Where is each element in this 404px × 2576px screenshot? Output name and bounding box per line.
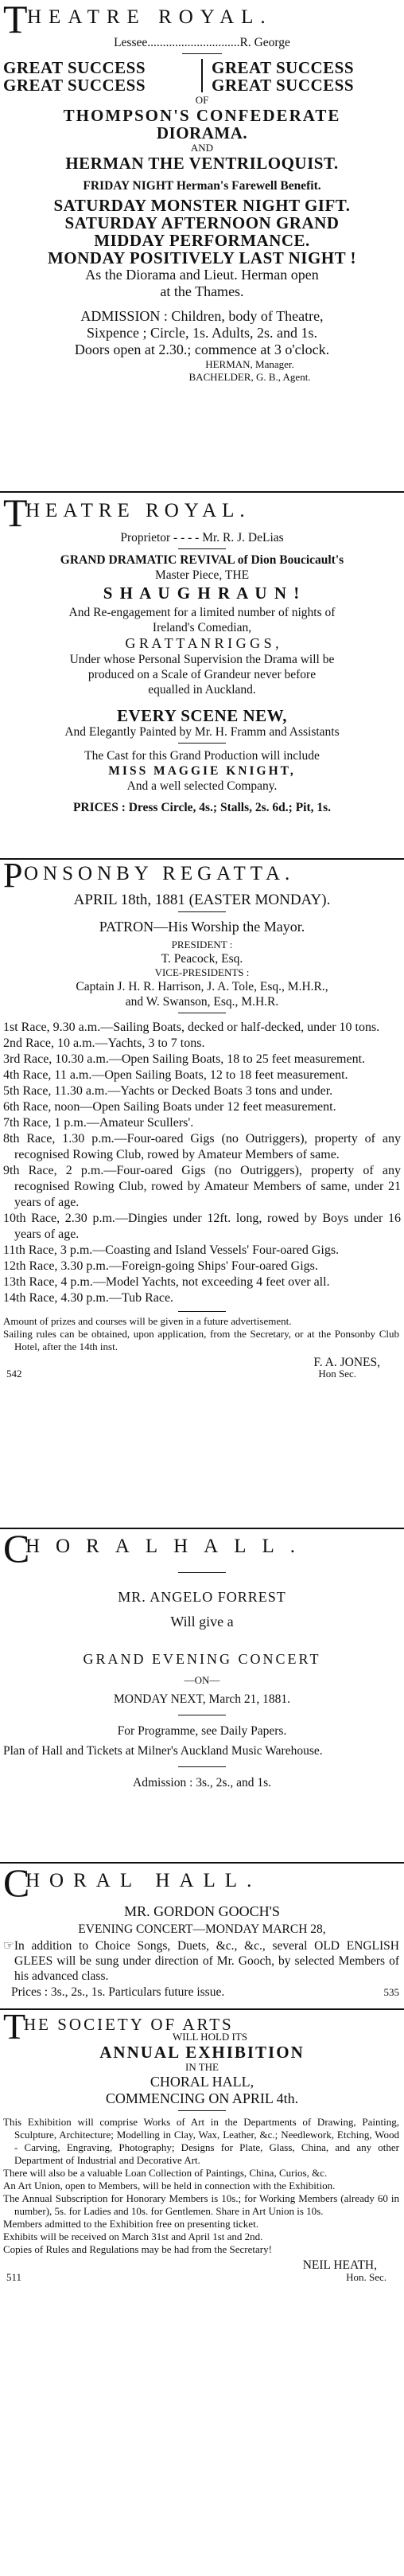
under-2: produced on a Scale of Grandeur never before: [87, 668, 317, 681]
lessee-line: Lessee..............................R. George: [114, 36, 290, 49]
divider: [178, 1572, 226, 1573]
divider: [178, 1311, 226, 1312]
cast-2: MISS MAGGIE KNIGHT,: [108, 764, 296, 778]
saturday-line-2: SATURDAY AFTERNOON GRAND: [64, 213, 340, 232]
saturday-line-1: SATURDAY MONSTER NIGHT GIFT.: [53, 196, 351, 215]
friday-line: FRIDAY NIGHT Herman's Farewell Benefit.: [83, 179, 321, 193]
plan-line: Plan of Hall and Tickets at Milner's Auckland Music Warehouse.: [3, 1744, 323, 1758]
race-item: 11th Race, 3 p.m.—Coasting and Island Vessels' Four-oared Gigs.: [3, 1243, 340, 1257]
in-the: IN THE: [185, 2061, 219, 2073]
signature-block: [0, 2256, 404, 2283]
ad-title: HORALHALL.: [25, 1536, 312, 1557]
success-block: [0, 57, 404, 94]
addition-note: ☞In addition to Choice Songs, Duets, &c., &c., several OLD ENGLISH GLEES will be sung under direction of Mr. Gooch, by selected Members of his advanced class.: [3, 1939, 399, 1983]
drop-cap: T: [3, 2006, 26, 2047]
signature-block: [0, 1353, 404, 1379]
amount-note: Amount of prizes and courses will be given in a future advertisement.: [3, 1315, 292, 1327]
ad-number: 511: [6, 2271, 22, 2283]
shaughraun-title: S H A U G H R A U N !: [103, 584, 301, 603]
ad-header: [0, 1860, 404, 1905]
divider: [178, 743, 226, 744]
drop-cap: T: [3, 490, 28, 535]
theatre-royal-diorama-ad: [0, 0, 404, 384]
annual-exhibition: ANNUAL EXHIBITION: [99, 2043, 305, 2062]
signature-name: NEIL HEATH,: [302, 2258, 377, 2272]
commencing-line: COMMENCING ON APRIL 4th.: [105, 2090, 299, 2106]
ad-header: [0, 0, 404, 41]
race-item: 12th Race, 3.30 p.m.—Foreign-going Ships' Four-oared Gigs.: [3, 1259, 318, 1273]
success-left-1: GREAT SUCCESS: [3, 58, 146, 77]
exhibition-para-1: This Exhibition will comprise Works of Art in the Departments of Drawing, Painting, Sculpture, Architecture; Modelling in Clay, Wax, Leather, &c.; Needlework, Etching, Wood - Carving, Engraving, Photography; Designs for Plate, Glass, China, and any other Department of Industrial and Decorative Art.: [3, 2116, 399, 2166]
will-give: Will give a: [170, 1614, 234, 1630]
exhibition-para-3: An Art Union, open to Members, will be held in connection with the Exhibition.: [3, 2180, 336, 2192]
ad-separator: [0, 491, 404, 493]
admission-1: ADMISSION : Children, body of Theatre,: [80, 308, 324, 324]
ad-title: HE SOCIETY OF ARTS: [24, 2015, 234, 2034]
revival-line-2: Master Piece, THE: [154, 568, 250, 582]
ad-header: [0, 856, 404, 895]
regatta-date: APRIL 18th, 1881 (EASTER MONDAY).: [73, 892, 331, 908]
gooch-prices: Prices : 3s., 2s., 1s. Particulars future issue.: [11, 1985, 225, 1999]
divider: [178, 548, 226, 549]
ad-title: ONSONBY REGATTA.: [24, 863, 295, 884]
race-item: 6th Race, noon—Open Sailing Boats under 12 feet measurement.: [3, 1100, 336, 1114]
race-item: 7th Race, 1 p.m.—Amateur Scullers'.: [3, 1116, 194, 1130]
success-left-2: GREAT SUCCESS: [3, 76, 146, 95]
choral-hall-forrest-ad: [0, 1526, 404, 1790]
race-item: 9th Race, 2 p.m.—Four-oared Gigs (no Outriggers), property of any recognised Rowing Club, rowed by Amateur Members of same, under 21 years of age.: [3, 1164, 401, 1209]
herman-line: HERMAN THE VENTRILOQUIST.: [65, 154, 339, 173]
ad-number: 542: [6, 1368, 22, 1380]
vice-label: VICE-PRESIDENTS :: [154, 966, 250, 978]
midday-line: MIDDAY PERFORMANCE.: [94, 231, 310, 250]
race-item: 3rd Race, 10.30 a.m.—Open Sailing Boats, 18 to 25 feet measurement.: [3, 1052, 366, 1066]
divider: [182, 53, 222, 54]
race-list: [0, 1020, 404, 1306]
drop-cap: C: [3, 1526, 30, 1571]
ad-title: HEATRE ROYAL.: [25, 500, 251, 521]
success-right-2: GREAT SUCCESS: [212, 76, 355, 95]
exhibition-para-5: Members admitted to the Exhibition free on presenting ticket.: [3, 2218, 258, 2230]
race-item: 8th Race, 1.30 p.m.—Four-oared Gigs (no Outriggers), property of any recognised Rowing Club, rowed by Amateur Members of same.: [3, 1132, 401, 1161]
as-diorama-2: at the Thames.: [160, 283, 244, 299]
president-name: T. Peacock, Esq.: [161, 952, 243, 966]
admission-line: Admission : 3s., 2s., and 1s.: [133, 1776, 271, 1790]
under-1: Under whose Personal Supervision the Drama will be: [69, 653, 335, 666]
cast-3: And a well selected Company.: [126, 779, 278, 793]
race-item: 10th Race, 2.30 p.m.—Dingies under 12ft. long, rowed by Boys under 16 years of age.: [3, 1212, 401, 1241]
ad-header: [0, 490, 404, 535]
thompson-line: THOMPSON'S CONFEDERATE: [63, 106, 341, 125]
gooch-name: MR. GORDON GOOCH'S: [124, 1903, 280, 1919]
concert-title: GRAND EVENING CONCERT: [83, 1651, 321, 1667]
theatre-royal-shaughraun-ad: [0, 490, 404, 815]
race-item: 13th Race, 4 p.m.—Model Yachts, not exceeding 4 feet over all.: [3, 1275, 330, 1289]
society-of-arts-ad: [0, 2006, 404, 2283]
choral-hall-gooch-ad: [0, 1860, 404, 2000]
as-diorama-1: As the Diorama and Lieut. Herman open: [85, 267, 319, 283]
will-hold: WILL HOLD ITS: [172, 2031, 248, 2043]
divider: [178, 1766, 226, 1767]
exhibition-para-7: Copies of Rules and Regulations may be had from the Secretary!: [3, 2243, 272, 2255]
manager-line: HERMAN, Manager.: [205, 358, 294, 370]
reengagement-1: And Re-engagement for a limited number of nights of: [68, 606, 336, 619]
drop-cap: T: [3, 0, 28, 41]
exhibition-para-4: The Annual Subscription for Honorary Members is 10s.; for Working Members (already 60 in number), 5s. for Ladies and 10s. for Gentlemen. Share in Art Union is 10s.: [3, 2192, 399, 2217]
ad-title: HORAL HALL.: [25, 1870, 262, 1891]
programme-line: For Programme, see Daily Papers.: [117, 1724, 287, 1738]
reengagement-2: Ireland's Comedian,: [152, 621, 252, 634]
admission-2: Sixpence ; Circle, 1s. Adults, 2s. and 1s.: [87, 325, 317, 341]
and-word: AND: [190, 142, 214, 154]
performer-name: MR. ANGELO FORREST: [118, 1589, 286, 1605]
monday-line: MONDAY POSITIVELY LAST NIGHT !: [47, 248, 357, 267]
signature-name: F. A. JONES,: [313, 1356, 380, 1369]
race-item: 2nd Race, 10 a.m.—Yachts, 3 to 7 tons.: [3, 1036, 205, 1050]
cast-1: The Cast for this Grand Production will include: [84, 749, 320, 763]
divider: [178, 2110, 226, 2111]
doors-line: Doors open at 2.30.; commence at 3 o'clock.: [74, 342, 330, 357]
hall-name: CHORAL HALL,: [150, 2074, 254, 2090]
vice-line-2: and W. Swanson, Esq., M.H.R.: [125, 995, 279, 1009]
ad-title: HEATRE ROYAL.: [27, 6, 273, 28]
vertical-rule: [201, 59, 203, 92]
revival-line-1: GRAND DRAMATIC REVIVAL of Dion Boucicault's: [60, 553, 344, 567]
proprietor-line: Proprietor - - - - Mr. R. J. DeLias: [120, 531, 284, 544]
hon-sec: Hon Sec.: [318, 1368, 356, 1380]
diorama-line: DIORAMA.: [156, 123, 248, 142]
ad-number: 535: [383, 1986, 399, 1998]
exhibition-para-6: Exhibits will be received on March 31st and April 1st and 2nd.: [3, 2231, 263, 2242]
race-item: 5th Race, 11.30 a.m.—Yachts or Decked Boats 3 tons and under.: [3, 1084, 333, 1098]
drop-cap: C: [3, 1860, 30, 1905]
race-item: 4th Race, 11 a.m.—Open Sailing Boats, 12 to 18 feet measurement.: [3, 1068, 348, 1082]
on-word: —ON—: [184, 1674, 220, 1686]
under-3: equalled in Auckland.: [148, 683, 256, 697]
painted-line: And Elegantly Painted by Mr. H. Framm and Assistants: [64, 725, 340, 739]
prices-line: PRICES : Dress Circle, 4s.; Stalls, 2s. 6d.; Pit, 1s.: [72, 801, 332, 814]
drop-cap: P: [3, 856, 23, 895]
sailing-rules-note: Sailing rules can be obtained, upon application, from the Secretary, or at the Ponsonby Club Hotel, after the 14th inst.: [3, 1328, 399, 1352]
ponsonby-regatta-ad: [0, 856, 404, 1380]
agent-line: BACHELDER, G. B., Agent.: [188, 371, 311, 383]
grattan-riggs: G R A T T A N R I G G S ,: [125, 635, 279, 651]
president-label: PRESIDENT :: [171, 939, 233, 950]
gooch-concert: EVENING CONCERT—MONDAY MARCH 28,: [78, 1922, 326, 1936]
hon-sec: Hon. Sec.: [346, 2271, 387, 2283]
race-item: 1st Race, 9.30 a.m.—Sailing Boats, decked or half-decked, under 10 tons.: [3, 1021, 380, 1034]
ad-header: [0, 1526, 404, 1571]
divider: [178, 911, 226, 912]
prices-row: [0, 1984, 404, 2000]
patron-line: PATRON—His Worship the Mayor.: [99, 919, 305, 935]
every-scene: EVERY SCENE NEW,: [116, 706, 287, 725]
exhibition-para-2: There will also be a valuable Loan Collection of Paintings, China, Curios, &c.: [3, 2167, 328, 2179]
of-word: OF: [195, 94, 209, 106]
race-item: 14th Race, 4.30 p.m.—Tub Race.: [3, 1291, 174, 1305]
success-right-1: GREAT SUCCESS: [212, 58, 355, 77]
concert-date: MONDAY NEXT, March 21, 1881.: [113, 1692, 290, 1706]
ad-header: [0, 2006, 404, 2047]
vice-line-1: Captain J. H. R. Harrison, J. A. Tole, Esq., M.H.R.,: [76, 980, 328, 993]
